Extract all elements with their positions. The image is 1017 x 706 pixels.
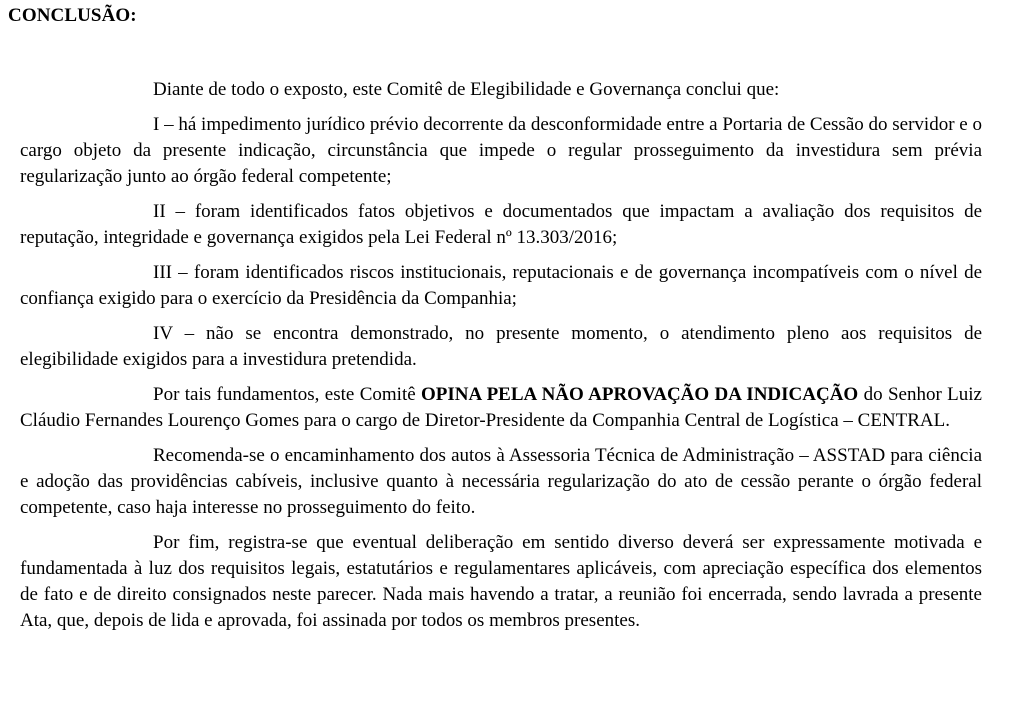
opinion-prefix: Por tais fundamentos, este Comitê	[153, 384, 422, 405]
recommendation-paragraph: Recomenda-se o encaminhamento dos autos à Assessoria Técnica de Administração – ASSTAD para ciência e adoção das providências cabíveis, inclusive quanto à necessária regularização do ato de cessão perante o órgão federal competente, caso haja interesse no prosseguimento do feito.	[20, 445, 982, 518]
opinion-paragraph	[20, 382, 982, 434]
section-heading: CONCLUSÃO:	[8, 5, 137, 26]
item-paragraph-1: I – há impedimento jurídico prévio decorrente da desconformidade entre a Portaria de Cessão do servidor e o cargo objeto da presente indicação, circunstância que impede o regular prosseguimento da investidura sem prévia regularização junto ao órgão federal competente;	[20, 114, 982, 187]
item-paragraph-4: IV – não se encontra demonstrado, no presente momento, o atendimento pleno aos requisitos de elegibilidade exigidos para a investidura pretendida.	[20, 323, 982, 370]
intro-paragraph: Diante de todo o exposto, este Comitê de Elegibilidade e Governança conclui que:	[153, 79, 780, 100]
opinion-decision: OPINA PELA NÃO APROVAÇÃO DA INDICAÇÃO	[421, 384, 859, 405]
document-body	[20, 77, 982, 643]
item-paragraph-2: II – foram identificados fatos objetivos e documentados que impactam a avaliação dos requisitos de reputação, integridade e governança exigidos pela Lei Federal nº 13.303/2016;	[20, 201, 982, 248]
closing-paragraph: Por fim, registra-se que eventual deliberação em sentido diverso deverá ser expressamente motivada e fundamentada à luz dos requisitos legais, estatutários e regulamentares aplicáveis, com apreciação específica dos elementos de fato e de direito consignados neste parecer. Nada mais havendo a tratar, a reunião foi encerrada, sendo lavrada a presente Ata, que, depois de lida e aprovada, foi assinada por todos os membros presentes.	[20, 532, 982, 631]
opinion-suffix: do Senhor Luiz Cláudio Fernandes Lourenço Gomes para o cargo de Diretor-Presidente da Companhia Central de Logística – CENTRAL.	[20, 384, 982, 431]
item-paragraph-3: III – foram identificados riscos institucionais, reputacionais e de governança incompatíveis com o nível de confiança exigido para o exercício da Presidência da Companhia;	[20, 262, 982, 309]
